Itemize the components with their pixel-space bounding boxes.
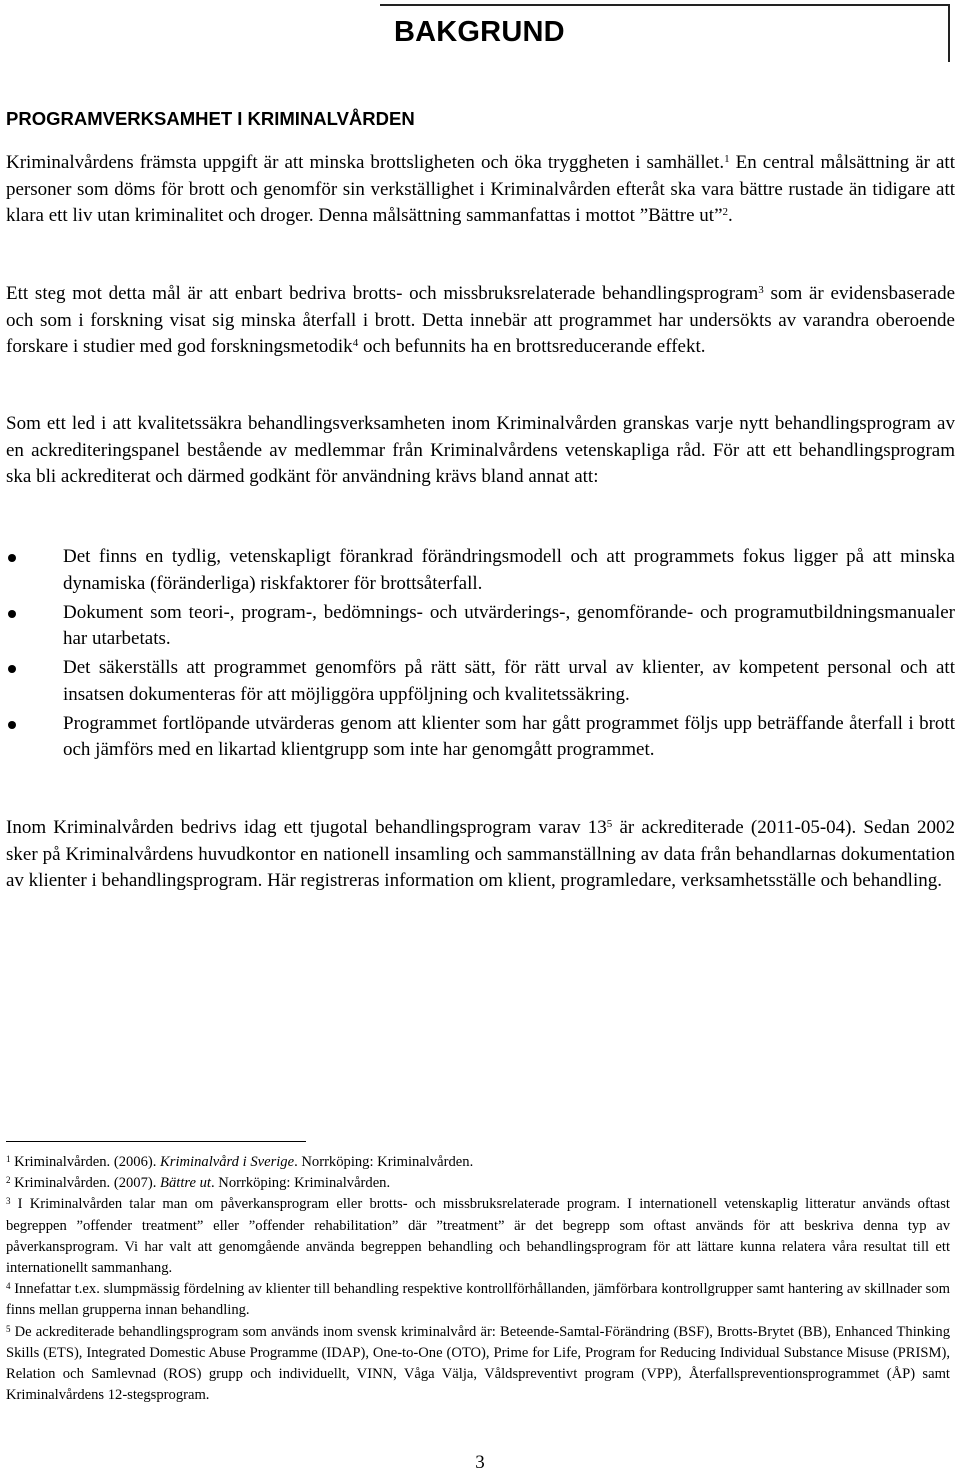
- list-item: [6, 600, 955, 653]
- paragraph-text: är ackrediterade (2011-05-04). Sedan 2002 sker på Kriminalvårdens huvudkontor en nationell insamling och sammanställning av data från behandlarnas dokumentation av klienter i behandlingsprogram. Här registreras information om klient, programledare, verksamhetsställe och behandling.: [6, 817, 955, 891]
- footnote-ref: 3: [758, 284, 764, 296]
- footnote-separator: [6, 1141, 306, 1142]
- paragraph-programs: [6, 815, 955, 895]
- footnote-text: Innefattar t.ex. slumpmässig fördelning av klienter till behandling respektive kontrollförhållanden, jämförbara kontrollgrupper samt hantering av skillnader som finns mellan grupperna innan behandling.: [6, 1281, 950, 1319]
- list-item-text: Dokument som teori-, program-, bedömnings- och utvärderings-, genomförande- och programutbildningsmanualer har utarbetats.: [63, 601, 955, 649]
- paragraph-text: Ett steg mot detta mål är att enbart bedriva brotts- och missbruksrelaterade behandlingsprogram: [6, 283, 759, 304]
- footnote-text: . Norrköping: Kriminalvården.: [210, 1175, 391, 1192]
- footnotes: [6, 1152, 950, 1406]
- list-item-text: Programmet fortlöpande utvärderas genom att klienter som har gått programmet följs upp beträffande återfall i brott och jämförs med en likartad klientgrupp som inte har genomgått programmet.: [63, 712, 955, 760]
- footnote-3: [6, 1194, 950, 1279]
- bullet-icon: [8, 721, 16, 729]
- paragraph-accreditation: Som ett led i att kvalitetssäkra behandlingsverksamheten inom Kriminalvården granskas varje nytt behandlingsprogram av en ackrediteringspanel bestående av medlemmar från Kriminalvårdens vetenskapliga råd. För att ett behandlingsprogram ska bli ackrediterat och därmed godkänt för användning krävs bland annat att:: [6, 413, 955, 487]
- paragraph-text: Kriminalvårdens främsta uppgift är att minska brottsligheten och öka tryggheten i samhället.: [6, 152, 725, 173]
- footnote-ref: 2: [722, 206, 729, 218]
- footnote-text: Kriminalvården. (2007).: [10, 1175, 161, 1192]
- paragraph-evidence: [6, 281, 955, 361]
- paragraph-text: och befunnits ha en brottsreducerande effekt.: [358, 336, 706, 357]
- footnote-1: [6, 1152, 950, 1173]
- footnote-ref: 4: [352, 337, 359, 349]
- footnote-text: De ackrediterade behandlingsprogram som används inom svensk kriminalvård är: Beteende-Samtal-Förändring (BSF), Brotts-Brytet (BB), Enhanced Thinking Skills (ETS), Integrated Domestic Abuse Programme (IDAP), One-to-One (OTO), Prime for Life, Program for Reducing Individual Substance Misuse (PRISM), Relation och Samlevnad (ROS) grupp och individuellt, VINN, Våga Välja, Våldspreventivt program (VPP), Återfallspreventionsprogrammet (ÅP) samt Kriminalvårdens 12-stegsprogram.: [6, 1323, 950, 1404]
- bullet-icon: [8, 665, 16, 673]
- footnote-number: 5: [6, 1323, 11, 1334]
- paragraph-intro: [6, 150, 955, 230]
- bullet-icon: [8, 554, 16, 562]
- footnote-text: . Norrköping: Kriminalvården.: [294, 1154, 474, 1170]
- footnote-text: I Kriminalvården talar man om påverkansprogram eller brotts- och missbruksrelaterade program. I internationell vetenskaplig litteratur används oftast begreppen ”offender treatment” eller ”offender rehabilitation” där ”treatment” är det begrepp som oftast används för att beskriva denna typ av påverkansprogram. Vi har valt att genomgående använda begreppen behandling och behandlingsprogram för att lättare kunna relatera våra resultat till ett internationellt sammanhang.: [6, 1196, 950, 1277]
- footnote-4: [6, 1279, 950, 1321]
- list-item: [6, 544, 955, 597]
- paragraph-text: En central målsättning är att personer som döms för brott och genomför sin verkställighet i Kriminalvården efteråt ska vara bättre rustade än tidigare att klara ett liv utan kriminalitet och droger. Denna målsättning sammanfattas i mottot ”Bättre ut”: [6, 152, 955, 226]
- bullet-icon: [8, 610, 16, 618]
- list-item-text: Det säkerställs att programmet genomförs på rätt sätt, för rätt urval av klienter, av kompetent personal och att insatsen dokumenteras för att möjliggöra uppföljning och kvalitetssäkring.: [63, 657, 955, 705]
- page-title: BAKGRUND: [394, 16, 565, 48]
- paragraph-text: .: [728, 205, 733, 226]
- footnote-number: 1: [6, 1154, 11, 1164]
- footnote-title: Bättre ut: [160, 1175, 211, 1192]
- footnote-5: [6, 1322, 950, 1407]
- footnote-title: Kriminalvård i Sverige: [160, 1154, 295, 1170]
- page-number: 3: [475, 1452, 485, 1473]
- paragraph-text: som är evidensbaserade och som i forskning visat sig minska återfall i brott. Detta innebär att programmet har undersökts av varandra oberoende forskare i studier med god forskningsmetodik: [6, 283, 955, 357]
- paragraph-text: Inom Kriminalvården bedrivs idag ett tjugotal behandlingsprogram varav 13: [6, 817, 607, 838]
- footnote-number: 2: [6, 1175, 11, 1186]
- footnote-number: 3: [6, 1196, 11, 1207]
- section-heading: PROGRAMVERKSAMHET I KRIMINALVÅRDEN: [6, 108, 415, 129]
- footnote-2: [6, 1173, 950, 1194]
- footnote-text: Kriminalvården. (2006).: [10, 1154, 161, 1170]
- criteria-list: [6, 544, 955, 766]
- footnote-ref: 5: [606, 818, 613, 830]
- footnote-ref: 1: [724, 153, 730, 165]
- list-item: [6, 711, 955, 764]
- footnote-number: 4: [6, 1281, 11, 1292]
- list-item: [6, 655, 955, 708]
- list-item-text: Det finns en tydlig, vetenskapligt förankrad förändringsmodell och att programmets fokus ligger på att minska dynamiska (föränderliga) riskfaktorer för brottsåterfall.: [63, 546, 955, 594]
